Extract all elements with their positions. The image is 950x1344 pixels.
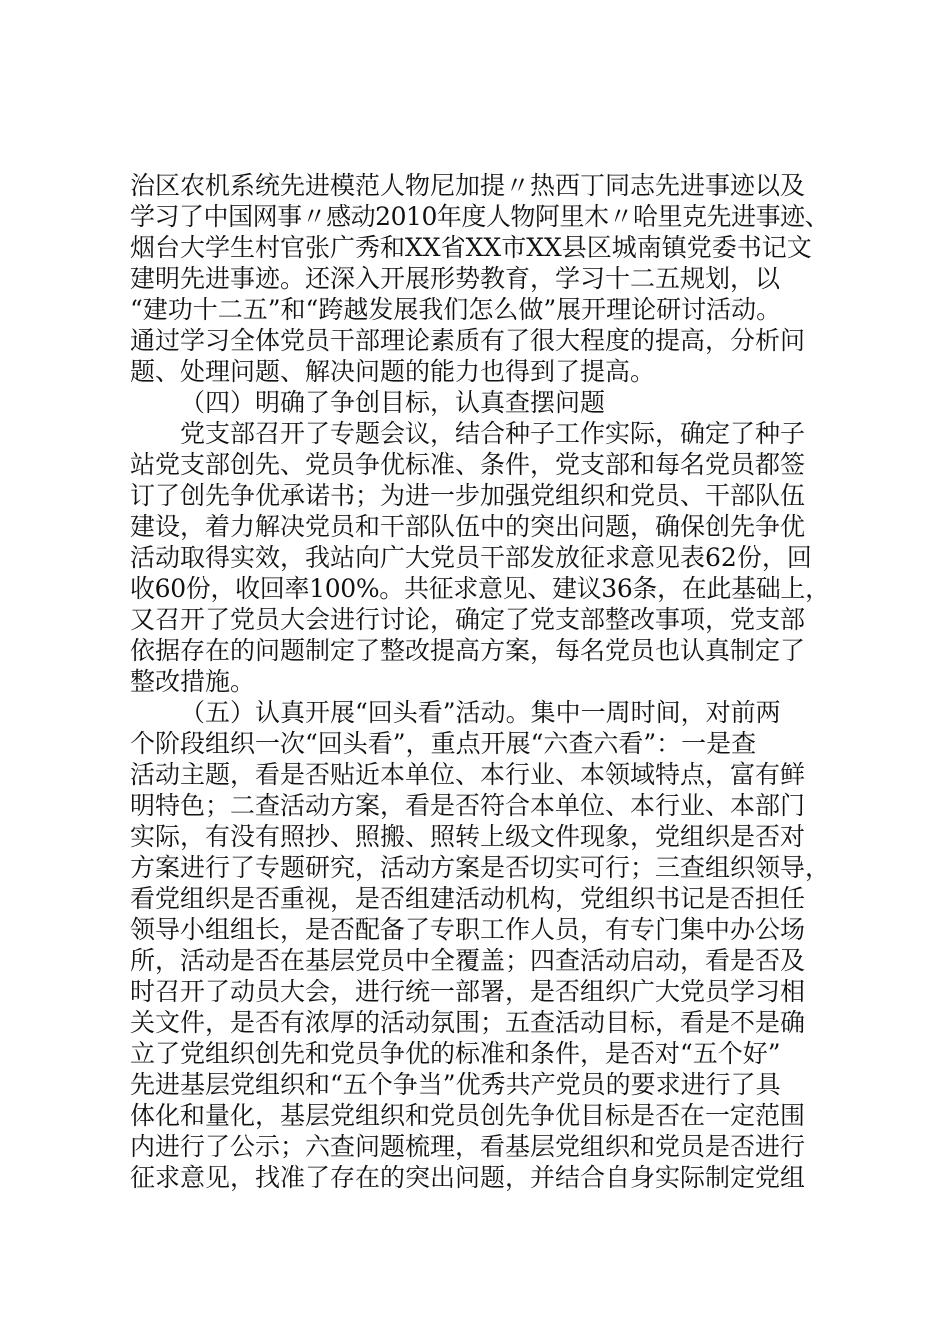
text-line: 征求意见，找准了存在的突出问题，并结合自身实际制定党组: [130, 1163, 806, 1192]
text-line: 学习了中国网事〃感动2010年度人物阿里木〃哈里克先进事迹、: [130, 202, 830, 231]
text-line: 收60份，收回率100%。共征求意见、建议36条，在此基础上，: [130, 574, 830, 603]
text-line: 实际，有没有照抄、照搬、照转上级文件现象，党组织是否对: [130, 822, 806, 851]
text-line: 内进行了公示；六查问题梳理，看基层党组织和党员是否进行: [130, 1132, 806, 1161]
text-line: 整改措施。: [130, 667, 256, 696]
text-line: 题、处理问题、解决问题的能力也得到了提高。: [130, 357, 656, 386]
text-line: 个阶段组织一次“回头看”，重点开展“六查六看”：一是查: [130, 729, 757, 758]
text-line: 烟台大学生村官张广秀和XX省XX市XX县区城南镇党委书记文: [130, 233, 812, 262]
text-line: 又召开了党员大会进行讨论，确定了党支部整改事项，党支部: [130, 605, 806, 634]
text-line: 活动取得实效，我站向广大党员干部发放征求意见表62份，回: [130, 543, 812, 572]
text-line: 活动主题，看是否贴近本单位、本行业、本领域特点，富有鲜: [130, 760, 806, 789]
text-line: 关文件，是否有浓厚的活动氛围；五查活动目标，看是不是确: [130, 1008, 806, 1037]
text-line: 党支部召开了专题会议，结合种子工作实际，确定了种子: [180, 419, 806, 448]
text-line: 先进基层党组织和“五个争当”优秀共产党员的要求进行了具: [130, 1070, 781, 1099]
text-line: 领导小组组长，是否配备了专职工作人员，有专门集中办公场: [130, 915, 806, 944]
text-line: 通过学习全体党员干部理论素质有了很大程度的提高，分析问: [130, 326, 806, 355]
text-line: 方案进行了专题研究，活动方案是否切实可行；三查组织领导，: [130, 853, 831, 882]
text-line: 明特色；二查活动方案，看是否符合本单位、本行业、本部门: [130, 791, 806, 820]
text-line: 看党组织是否重视，是否组建活动机构，党组织书记是否担任: [130, 884, 806, 913]
text-line: 立了党组织创先和党员争优的标准和条件，是否对“五个好”: [130, 1039, 781, 1068]
text-line: 建明先进事迹。还深入开展形势教育，学习十二五规划，以: [130, 264, 781, 293]
text-line: “建功十二五”和“跨越发展我们怎么做”展开理论研讨活动。: [130, 295, 782, 324]
text-line: 时召开了动员大会，进行统一部署，是否组织广大党员学习相: [130, 977, 806, 1006]
text-line: 建设，着力解决党员和干部队伍中的突出问题，确保创先争优: [130, 512, 806, 541]
text-line: 站党支部创先、党员争优标准、条件，党支部和每名党员都签: [130, 450, 806, 479]
text-line: 体化和量化，基层党组织和党员创先争优目标是否在一定范围: [130, 1101, 806, 1130]
document-body: [130, 170, 830, 1193]
text-line: 所，活动是否在基层党员中全覆盖；四查活动启动，看是否及: [130, 946, 806, 975]
text-line: （五）认真开展“回头看”活动。集中一周时间，对前两: [180, 698, 781, 727]
text-line: 订了创先争优承诺书；为进一步加强党组织和党员、干部队伍: [130, 481, 806, 510]
text-line: 依据存在的问题制定了整改提高方案，每名党员也认真制定了: [130, 636, 806, 665]
text-line: 治区农机系统先进模范人物尼加提〃热西丁同志先进事迹以及: [130, 171, 806, 200]
text-line: （四）明确了争创目标，认真查摆问题: [180, 388, 606, 417]
